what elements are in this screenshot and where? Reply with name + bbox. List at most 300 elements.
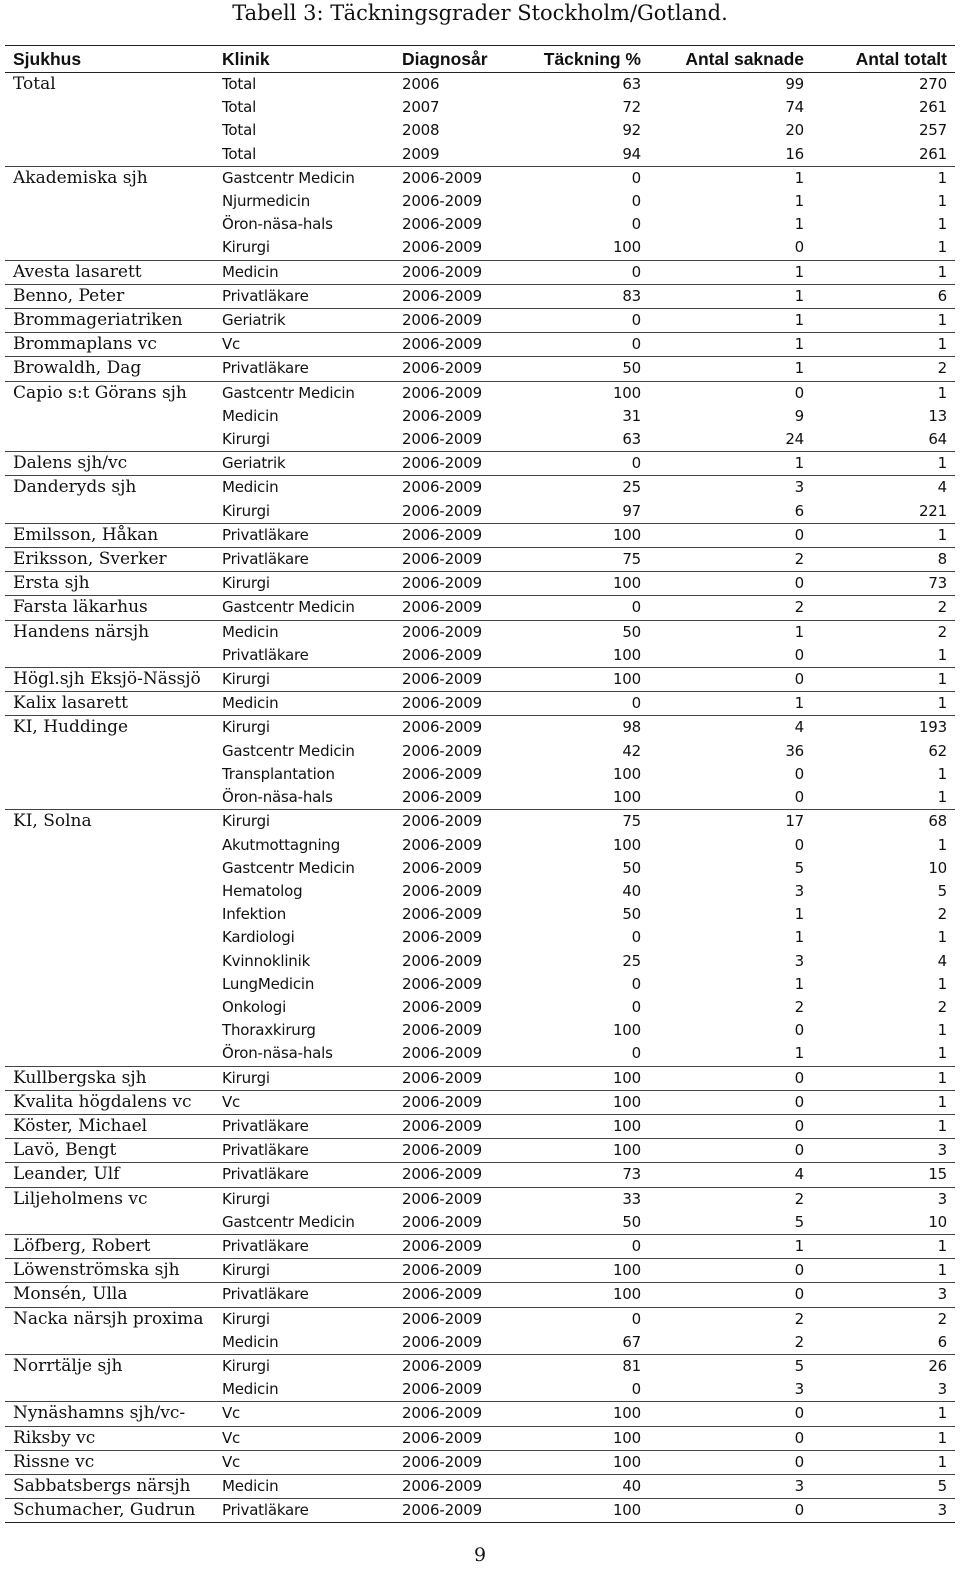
cell-diagnosar: 2006-2009 — [402, 1380, 482, 1399]
cell-antal-totalt: 1 — [937, 1044, 947, 1063]
cell-diagnosar: 2006-2009 — [394, 1474, 512, 1498]
cell-tackning: 0 — [631, 192, 641, 211]
cell-sjukhus — [5, 1211, 214, 1235]
table-row — [5, 333, 955, 357]
cell-antal-totalt: 1 — [812, 668, 955, 692]
cell-antal-saknade: 36 — [785, 741, 804, 760]
cell-antal-saknade: 4 — [649, 716, 812, 740]
cell-antal-saknade: 1 — [649, 620, 812, 644]
cell-sjukhus — [5, 1378, 214, 1402]
cell-klinik: Privatläkare — [214, 357, 394, 381]
cell-antal-totalt: 1 — [812, 1402, 955, 1426]
cell-klinik: Akutmottagning — [222, 835, 341, 854]
cell-diagnosar: 2006-2009 — [394, 381, 512, 405]
cell-antal-saknade: 3 — [649, 1474, 812, 1498]
cell-diagnosar: 2006-2009 — [402, 741, 482, 760]
cell-antal-totalt: 3 — [812, 1139, 955, 1163]
cell-diagnosar: 2006-2009 — [402, 764, 482, 783]
cell-klinik: Privatläkare — [214, 1234, 394, 1258]
cell-klinik: Kirurgi — [214, 716, 394, 740]
table-row — [5, 973, 955, 996]
cell-diagnosar: 2006-2009 — [394, 668, 512, 692]
table-row — [5, 1402, 955, 1426]
cell-diagnosar: 2006-2009 — [394, 596, 512, 620]
cell-antal-saknade: 2 — [649, 1307, 812, 1331]
cell-antal-saknade: 9 — [794, 406, 804, 425]
cell-klinik: Infektion — [222, 905, 287, 924]
cell-antal-saknade: 2 — [794, 1332, 804, 1351]
cell-antal-totalt: 1 — [812, 1114, 955, 1138]
cell-klinik: Gastcentr Medicin — [214, 166, 394, 190]
table-row — [5, 1163, 955, 1187]
cell-antal-saknade: 3 — [649, 476, 812, 500]
cell-tackning: 0 — [631, 997, 641, 1016]
cell-sjukhus — [5, 1331, 214, 1355]
cell-antal-saknade: 3 — [794, 1380, 804, 1399]
table-row — [5, 213, 955, 236]
cell-tackning: 100 — [512, 1283, 649, 1307]
cell-diagnosar: 2006-2009 — [394, 284, 512, 308]
cell-diagnosar: 2006-2009 — [394, 1090, 512, 1114]
cell-sjukhus: Avesta lasarett — [5, 260, 214, 284]
cell-sjukhus — [5, 786, 214, 810]
cell-antal-totalt: 2 — [812, 620, 955, 644]
cell-tackning: 100 — [512, 381, 649, 405]
cell-antal-saknade: 5 — [649, 1354, 812, 1378]
cell-klinik: Vc — [214, 1450, 394, 1474]
cell-diagnosar: 2006-2009 — [394, 523, 512, 547]
cell-diagnosar: 2006-2009 — [394, 1234, 512, 1258]
cell-klinik: Total — [222, 144, 257, 163]
cell-klinik: Kirurgi — [214, 668, 394, 692]
table-row — [5, 668, 955, 692]
cell-klinik: Gastcentr Medicin — [214, 596, 394, 620]
cell-antal-totalt: 1 — [812, 333, 955, 357]
cell-klinik: Privatläkare — [214, 1283, 394, 1307]
cell-sjukhus: Nacka närsjh proxima — [5, 1307, 214, 1331]
cell-antal-saknade: 6 — [794, 501, 804, 520]
cell-antal-saknade: 99 — [649, 73, 812, 97]
cell-tackning: 100 — [512, 1450, 649, 1474]
table-row — [5, 1426, 955, 1450]
cell-sjukhus — [5, 740, 214, 763]
cell-klinik: Kirurgi — [214, 1307, 394, 1331]
cell-diagnosar: 2006-2009 — [394, 1114, 512, 1138]
cell-diagnosar: 2006-2009 — [402, 406, 482, 425]
cell-tackning: 42 — [622, 741, 641, 760]
cell-sjukhus: Handens närsjh — [5, 620, 214, 644]
cell-tackning: 0 — [512, 1307, 649, 1331]
cell-sjukhus: Riksby vc — [5, 1426, 214, 1450]
table-row — [5, 692, 955, 716]
cell-antal-totalt: 1 — [812, 523, 955, 547]
cell-antal-totalt: 1 — [937, 192, 947, 211]
table-row — [5, 452, 955, 476]
cell-antal-saknade: 1 — [794, 928, 804, 947]
table-row — [5, 1187, 955, 1211]
cell-tackning: 50 — [512, 620, 649, 644]
cell-antal-saknade: 1 — [649, 309, 812, 333]
cell-sjukhus: KI, Solna — [5, 810, 214, 834]
cell-klinik: Medicin — [214, 692, 394, 716]
header-row — [5, 46, 955, 73]
cell-diagnosar: 2006-2009 — [394, 260, 512, 284]
cell-sjukhus: Farsta läkarhus — [5, 596, 214, 620]
cell-antal-totalt: 270 — [812, 73, 955, 97]
cell-antal-saknade: 3 — [794, 951, 804, 970]
cell-antal-saknade: 0 — [649, 1090, 812, 1114]
cell-klinik: Vc — [214, 1402, 394, 1426]
col-header-klinik: Klinik — [214, 46, 394, 73]
cell-diagnosar: 2006-2009 — [402, 1212, 482, 1231]
cell-sjukhus — [5, 190, 214, 213]
cell-klinik: Kirurgi — [222, 430, 270, 449]
cell-tackning: 92 — [622, 121, 641, 140]
cell-diagnosar: 2006-2009 — [394, 1450, 512, 1474]
cell-antal-saknade: 0 — [649, 1283, 812, 1307]
cell-antal-totalt: 10 — [928, 1212, 947, 1231]
cell-tackning: 100 — [612, 1021, 641, 1040]
cell-tackning: 67 — [622, 1332, 641, 1351]
cell-tackning: 0 — [631, 215, 641, 234]
cell-antal-saknade: 1 — [649, 166, 812, 190]
table-row — [5, 143, 955, 167]
cell-antal-saknade: 0 — [794, 1021, 804, 1040]
cell-antal-totalt: 2 — [812, 596, 955, 620]
cell-diagnosar: 2006-2009 — [402, 905, 482, 924]
cell-antal-saknade: 5 — [794, 1212, 804, 1231]
cell-tackning: 0 — [512, 692, 649, 716]
table-row — [5, 572, 955, 596]
cell-diagnosar: 2006-2009 — [402, 192, 482, 211]
cell-antal-totalt: 1 — [937, 928, 947, 947]
cell-tackning: 0 — [512, 260, 649, 284]
table-row — [5, 405, 955, 428]
cell-diagnosar: 2006-2009 — [394, 1307, 512, 1331]
cell-diagnosar: 2008 — [402, 121, 440, 140]
cell-antal-saknade: 0 — [649, 1259, 812, 1283]
cell-sjukhus: Kalix lasarett — [5, 692, 214, 716]
cell-antal-saknade: 0 — [794, 835, 804, 854]
cell-antal-totalt: 1 — [812, 1066, 955, 1090]
cell-klinik: Privatläkare — [214, 284, 394, 308]
cell-antal-saknade: 1 — [794, 974, 804, 993]
cell-tackning: 94 — [622, 144, 641, 163]
table-row — [5, 1259, 955, 1283]
cell-sjukhus: Löwenströmska sjh — [5, 1259, 214, 1283]
cell-antal-totalt: 1 — [812, 1450, 955, 1474]
cell-diagnosar: 2006-2009 — [402, 238, 482, 257]
cell-klinik: Hematolog — [222, 881, 303, 900]
cell-antal-totalt: 1 — [937, 215, 947, 234]
cell-tackning: 0 — [512, 452, 649, 476]
cell-antal-totalt: 1 — [812, 309, 955, 333]
cell-antal-totalt: 10 — [928, 858, 947, 877]
cell-sjukhus — [5, 834, 214, 857]
cell-tackning: 33 — [512, 1187, 649, 1211]
cell-antal-totalt: 1 — [812, 1426, 955, 1450]
cell-diagnosar: 2006-2009 — [394, 572, 512, 596]
cell-sjukhus — [5, 405, 214, 428]
cell-antal-totalt: 257 — [918, 121, 947, 140]
cell-diagnosar: 2006-2009 — [394, 1187, 512, 1211]
cell-antal-saknade: 0 — [649, 1499, 812, 1523]
cell-sjukhus: Schumacher, Gudrun — [5, 1499, 214, 1523]
cell-tackning: 0 — [512, 333, 649, 357]
table-row — [5, 96, 955, 119]
cell-diagnosar: 2006 — [394, 73, 512, 97]
cell-tackning: 25 — [622, 951, 641, 970]
cell-sjukhus — [5, 903, 214, 926]
cell-antal-saknade: 4 — [649, 1163, 812, 1187]
cell-antal-saknade: 3 — [794, 881, 804, 900]
cell-sjukhus: Lavö, Bengt — [5, 1139, 214, 1163]
cell-klinik: Kirurgi — [222, 238, 270, 257]
cell-tackning: 83 — [512, 284, 649, 308]
cell-antal-saknade: 1 — [649, 357, 812, 381]
cell-antal-totalt: 193 — [812, 716, 955, 740]
cell-antal-saknade: 1 — [649, 333, 812, 357]
table-row — [5, 1042, 955, 1066]
cell-sjukhus: Benno, Peter — [5, 284, 214, 308]
cell-antal-saknade: 2 — [649, 1187, 812, 1211]
cell-klinik: Privatläkare — [214, 523, 394, 547]
cell-klinik: Vc — [214, 1426, 394, 1450]
table-row — [5, 596, 955, 620]
cell-antal-saknade: 5 — [794, 858, 804, 877]
cell-tackning: 100 — [512, 523, 649, 547]
cell-antal-totalt: 2 — [937, 997, 947, 1016]
table-row — [5, 950, 955, 973]
cell-antal-saknade: 0 — [794, 238, 804, 257]
cell-klinik: Medicin — [214, 1474, 394, 1498]
cell-antal-totalt: 3 — [937, 1380, 947, 1399]
cell-sjukhus: Högl.sjh Eksjö-Nässjö — [5, 668, 214, 692]
cell-tackning: 40 — [622, 881, 641, 900]
cell-diagnosar: 2006-2009 — [402, 1044, 482, 1063]
cell-antal-saknade: 0 — [649, 381, 812, 405]
cell-antal-totalt: 1 — [812, 260, 955, 284]
cell-sjukhus — [5, 950, 214, 973]
table-row — [5, 1066, 955, 1090]
cell-klinik: Öron-näsa-hals — [222, 215, 333, 234]
cell-diagnosar: 2006-2009 — [402, 835, 482, 854]
cell-antal-totalt: 68 — [812, 810, 955, 834]
cell-sjukhus — [5, 973, 214, 996]
cell-klinik: Geriatrik — [214, 309, 394, 333]
cell-diagnosar: 2006-2009 — [394, 333, 512, 357]
cell-sjukhus: Köster, Michael — [5, 1114, 214, 1138]
cell-klinik: Privatläkare — [214, 1114, 394, 1138]
cell-klinik: Kirurgi — [214, 1187, 394, 1211]
cell-antal-totalt: 221 — [918, 501, 947, 520]
cell-antal-saknade: 0 — [649, 523, 812, 547]
cell-antal-saknade: 0 — [649, 1114, 812, 1138]
cell-antal-totalt: 1 — [812, 1234, 955, 1258]
cell-antal-saknade: 0 — [649, 1450, 812, 1474]
cell-antal-saknade: 0 — [649, 1066, 812, 1090]
cell-antal-saknade: 1 — [649, 1234, 812, 1258]
cell-diagnosar: 2009 — [402, 144, 440, 163]
cell-diagnosar: 2006-2009 — [402, 858, 482, 877]
cell-klinik: Kirurgi — [214, 810, 394, 834]
cell-antal-totalt: 4 — [812, 476, 955, 500]
cell-diagnosar: 2006-2009 — [394, 1426, 512, 1450]
cell-klinik: Medicin — [222, 1332, 279, 1351]
cell-klinik: Thoraxkirurg — [222, 1021, 316, 1040]
cell-sjukhus — [5, 763, 214, 786]
table-row — [5, 903, 955, 926]
col-header-diagnosar: Diagnosår — [394, 46, 512, 73]
table-row — [5, 1307, 955, 1331]
table-row — [5, 1354, 955, 1378]
cell-sjukhus: Capio s:t Görans sjh — [5, 381, 214, 405]
cell-diagnosar: 2006-2009 — [394, 620, 512, 644]
cell-sjukhus: Eriksson, Sverker — [5, 548, 214, 572]
cell-antal-saknade: 2 — [649, 548, 812, 572]
cell-klinik: Öron-näsa-hals — [222, 788, 333, 807]
cell-antal-saknade: 0 — [794, 788, 804, 807]
table-row — [5, 1234, 955, 1258]
cell-diagnosar: 2006-2009 — [394, 1499, 512, 1523]
cell-klinik: LungMedicin — [222, 974, 315, 993]
cell-sjukhus — [5, 143, 214, 167]
cell-sjukhus: Nynäshamns sjh/vc- — [5, 1402, 214, 1426]
cell-antal-saknade: 2 — [649, 596, 812, 620]
cell-klinik: Geriatrik — [214, 452, 394, 476]
cell-klinik: Njurmedicin — [222, 192, 311, 211]
cell-klinik: Medicin — [214, 260, 394, 284]
cell-klinik: Total — [222, 121, 257, 140]
table-row — [5, 857, 955, 880]
cell-tackning: 100 — [612, 835, 641, 854]
cell-sjukhus — [5, 996, 214, 1019]
cell-sjukhus — [5, 428, 214, 452]
cell-sjukhus — [5, 96, 214, 119]
cell-klinik: Kirurgi — [222, 501, 270, 520]
table-row — [5, 523, 955, 547]
cell-tackning: 0 — [512, 309, 649, 333]
cell-klinik: Privatläkare — [214, 1163, 394, 1187]
cell-klinik: Privatläkare — [222, 645, 309, 664]
table-row — [5, 834, 955, 857]
table-row — [5, 166, 955, 190]
cell-antal-totalt: 3 — [812, 1499, 955, 1523]
cell-sjukhus: Löfberg, Robert — [5, 1234, 214, 1258]
cell-tackning: 97 — [622, 501, 641, 520]
cell-antal-saknade: 74 — [785, 98, 804, 117]
cell-sjukhus — [5, 213, 214, 236]
table-row — [5, 428, 955, 452]
table-row — [5, 73, 955, 97]
cell-sjukhus: KI, Huddinge — [5, 716, 214, 740]
cell-sjukhus: Emilsson, Håkan — [5, 523, 214, 547]
table-row — [5, 1114, 955, 1138]
cell-antal-totalt: 15 — [812, 1163, 955, 1187]
cell-tackning: 75 — [512, 810, 649, 834]
table-row — [5, 357, 955, 381]
cell-sjukhus — [5, 500, 214, 524]
table-row — [5, 926, 955, 949]
cell-diagnosar: 2006-2009 — [394, 1402, 512, 1426]
cell-tackning: 75 — [512, 548, 649, 572]
cell-tackning: 100 — [612, 764, 641, 783]
table-row — [5, 1331, 955, 1355]
table-row — [5, 548, 955, 572]
cell-sjukhus — [5, 1042, 214, 1066]
cell-diagnosar: 2006-2009 — [394, 716, 512, 740]
table-row — [5, 1019, 955, 1042]
cell-antal-saknade: 0 — [649, 1139, 812, 1163]
cell-sjukhus: Norrtälje sjh — [5, 1354, 214, 1378]
cell-antal-totalt: 62 — [928, 741, 947, 760]
cell-antal-saknade: 1 — [794, 192, 804, 211]
cell-diagnosar: 2006-2009 — [394, 476, 512, 500]
cell-antal-totalt: 1 — [937, 788, 947, 807]
cell-tackning: 100 — [512, 1402, 649, 1426]
cell-sjukhus: Danderyds sjh — [5, 476, 214, 500]
cell-sjukhus: Browaldh, Dag — [5, 357, 214, 381]
cell-antal-saknade: 1 — [794, 905, 804, 924]
cell-tackning: 63 — [622, 430, 641, 449]
cell-diagnosar: 2006-2009 — [402, 501, 482, 520]
cell-antal-saknade: 0 — [649, 1402, 812, 1426]
page-number: 9 — [473, 1544, 487, 1566]
table-row — [5, 996, 955, 1019]
cell-tackning: 50 — [622, 1212, 641, 1231]
table-row — [5, 763, 955, 786]
cell-tackning: 0 — [512, 1234, 649, 1258]
cell-antal-totalt: 1 — [812, 1090, 955, 1114]
cell-sjukhus — [5, 1019, 214, 1042]
cell-antal-totalt: 1 — [812, 692, 955, 716]
cell-antal-saknade: 0 — [794, 764, 804, 783]
table-row — [5, 190, 955, 213]
cell-tackning: 72 — [622, 98, 641, 117]
cell-tackning: 98 — [512, 716, 649, 740]
cell-sjukhus — [5, 119, 214, 142]
table-row — [5, 1474, 955, 1498]
cell-tackning: 0 — [631, 974, 641, 993]
cell-antal-saknade: 0 — [649, 572, 812, 596]
cell-klinik: Kvinnoklinik — [222, 951, 311, 970]
table-row — [5, 644, 955, 668]
cell-tackning: 100 — [612, 238, 641, 257]
cell-antal-totalt: 1 — [937, 238, 947, 257]
cell-sjukhus — [5, 644, 214, 668]
cell-diagnosar: 2006-2009 — [394, 1354, 512, 1378]
cell-klinik: Kirurgi — [214, 572, 394, 596]
cell-antal-totalt: 1 — [937, 1021, 947, 1040]
cell-tackning: 0 — [512, 166, 649, 190]
cell-tackning: 50 — [622, 858, 641, 877]
cell-klinik: Medicin — [214, 476, 394, 500]
cell-tackning: 100 — [612, 645, 641, 664]
table-row — [5, 119, 955, 142]
cell-tackning: 100 — [512, 1139, 649, 1163]
cell-diagnosar: 2007 — [402, 98, 440, 117]
cell-klinik: Transplantation — [222, 764, 335, 783]
cell-sjukhus: Brommageriatriken — [5, 309, 214, 333]
cell-antal-totalt: 8 — [812, 548, 955, 572]
table-caption: Tabell 3: Täckningsgrader Stockholm/Gotland. — [232, 1, 728, 25]
coverage-table — [5, 45, 955, 1523]
cell-tackning: 40 — [512, 1474, 649, 1498]
table-row — [5, 880, 955, 903]
cell-antal-totalt: 2 — [937, 905, 947, 924]
cell-klinik: Medicin — [222, 406, 279, 425]
table-row — [5, 309, 955, 333]
